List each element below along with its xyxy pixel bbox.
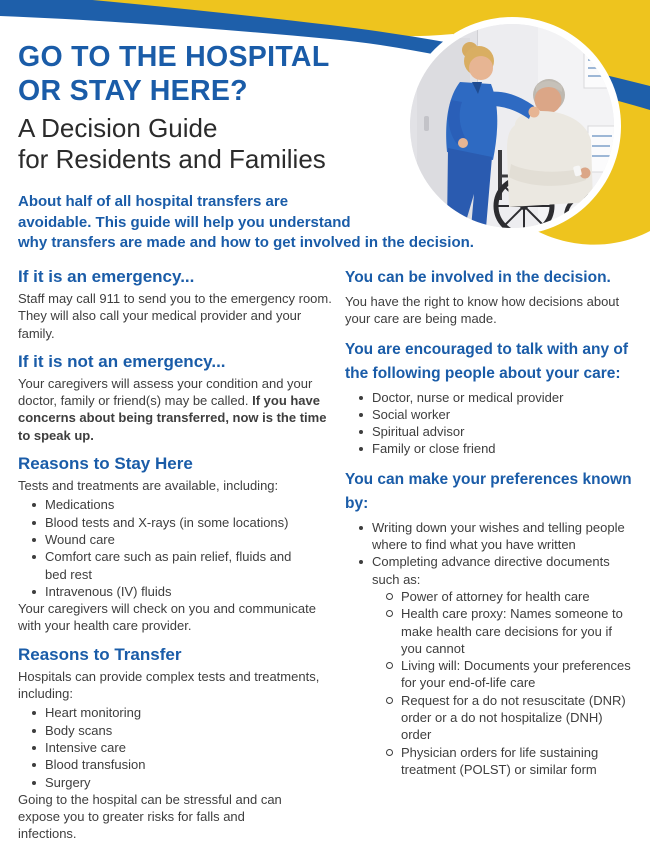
sub-list-item-text: Living will: Documents your preferences for your end-of-life care bbox=[401, 658, 631, 691]
bullet-circle-icon bbox=[386, 697, 393, 704]
list-item-text: Body scans bbox=[45, 722, 113, 738]
sub-list-item bbox=[372, 744, 643, 779]
not-emergency-bold-text: If you have concerns about being transferred, now is the time to speak up. bbox=[18, 393, 327, 443]
section-heading-not-emergency: If it is not an emergency... bbox=[18, 351, 226, 371]
list-item bbox=[18, 756, 334, 773]
intro-text bbox=[18, 192, 598, 254]
list-item bbox=[345, 423, 643, 440]
bullet-dot-icon bbox=[359, 447, 363, 451]
list-item-text: Completing advance directive documents such as: bbox=[372, 554, 610, 587]
bullet-circle-icon bbox=[386, 749, 393, 756]
list-item-text: Wound care bbox=[45, 531, 115, 547]
not-emergency-text: Your caregivers will assess your condition and your doctor, family or friend(s) may be called. bbox=[18, 375, 313, 409]
sub-list-item bbox=[372, 588, 643, 605]
list-item-text: Social worker bbox=[372, 406, 451, 422]
reasons-transfer-lead: Hospitals can provide complex tests and treatments, including: bbox=[18, 668, 320, 702]
page-subtitle-line-1: A Decision Guide bbox=[18, 113, 218, 143]
list-item bbox=[345, 389, 643, 406]
involved-body: You have the right to know how decisions about your care are being made. bbox=[345, 294, 620, 327]
bullet-dot-icon bbox=[32, 729, 36, 733]
bullet-circle-icon bbox=[386, 662, 393, 669]
list-item-text: Intensive care bbox=[45, 739, 126, 755]
list-item bbox=[345, 440, 643, 457]
list-item bbox=[345, 553, 643, 588]
list-item bbox=[345, 406, 643, 423]
list-item bbox=[18, 548, 334, 583]
bullet-dot-icon bbox=[359, 396, 363, 400]
page-title-line-1: GO TO THE HOSPITAL bbox=[18, 41, 330, 73]
bullet-dot-icon bbox=[359, 413, 363, 417]
list-item-text: Comfort care such as pain relief, fluids and bed rest bbox=[45, 549, 292, 582]
bullet-circle-icon bbox=[386, 593, 393, 600]
reasons-stay-outro: Your caregivers will check on you and communicate with your health care provider. bbox=[18, 601, 316, 634]
section-heading-encouraged: You are encouraged to talk with any of the following people about your care: bbox=[345, 340, 629, 382]
list-item bbox=[18, 704, 334, 721]
bullet-dot-icon bbox=[32, 503, 36, 507]
section-heading-preferences: You can make your preferences known by: bbox=[345, 470, 632, 512]
reasons-stay-lead: Tests and treatments are available, including: bbox=[18, 478, 279, 494]
intro-line-1: About half of all hospital transfers are bbox=[18, 193, 289, 210]
sub-list-item-text: Request for a do not resuscitate (DNR) order or a do not hospitalize (DNH) order bbox=[401, 692, 626, 743]
list-item-text: Blood tests and X-rays (in some locations) bbox=[45, 514, 289, 530]
bullet-dot-icon bbox=[32, 521, 36, 525]
intro-line-3: why transfers are made and how to get involved in the decision. bbox=[18, 234, 474, 251]
section-heading-involved: You can be involved in the decision. bbox=[345, 269, 611, 286]
right-column bbox=[345, 266, 643, 778]
reasons-transfer-outro: Going to the hospital can be stressful and can expose you to greater risks for falls and infections. bbox=[18, 791, 282, 841]
bullet-dot-icon bbox=[32, 538, 36, 542]
bullet-dot-icon bbox=[32, 590, 36, 594]
bullet-dot-icon bbox=[32, 555, 36, 559]
bullet-dot-icon bbox=[32, 781, 36, 785]
left-column bbox=[18, 266, 334, 841]
sub-list-item bbox=[372, 692, 643, 744]
sub-list-item-text: Physician orders for life sustaining treatment (POLST) or similar form bbox=[401, 744, 599, 777]
bullet-circle-icon bbox=[386, 610, 393, 617]
list-item-text: Intravenous (IV) fluids bbox=[45, 583, 172, 599]
bullet-dot-icon bbox=[359, 430, 363, 434]
bullet-dot-icon bbox=[32, 746, 36, 750]
bullet-dot-icon bbox=[32, 711, 36, 715]
section-heading-reasons-stay: Reasons to Stay Here bbox=[18, 454, 193, 474]
sub-list-item-text: Health care proxy: Names someone to make health care decisions for you if you cannot bbox=[401, 606, 623, 656]
list-item-text: Medications bbox=[45, 497, 115, 513]
page-title bbox=[18, 40, 330, 108]
sub-list-item bbox=[372, 657, 643, 692]
section-heading-reasons-transfer: Reasons to Transfer bbox=[18, 644, 182, 664]
list-item-text: Spiritual advisor bbox=[372, 424, 465, 440]
sub-list-item-text: Power of attorney for health care bbox=[401, 588, 590, 604]
list-item-text: Heart monitoring bbox=[45, 705, 142, 721]
section-heading-emergency: If it is an emergency... bbox=[18, 267, 195, 286]
list-item-text: Writing down your wishes and telling people where to find what you have written bbox=[372, 519, 625, 553]
page-subtitle bbox=[18, 113, 326, 175]
page-subtitle-line-2: for Residents and Families bbox=[18, 144, 326, 174]
list-item bbox=[18, 514, 334, 531]
list-item bbox=[18, 496, 334, 513]
list-item-text: Doctor, nurse or medical provider bbox=[372, 389, 564, 405]
list-item bbox=[345, 519, 643, 554]
list-item-text: Blood transfusion bbox=[45, 757, 146, 773]
list-item bbox=[18, 583, 334, 600]
list-item bbox=[18, 739, 334, 756]
bullet-dot-icon bbox=[359, 526, 363, 530]
section-body-not-emergency bbox=[18, 375, 334, 444]
sub-list-item bbox=[372, 605, 643, 657]
intro-line-2: avoidable. This guide will help you understand bbox=[18, 213, 351, 231]
list-item-text: Family or close friend bbox=[372, 441, 496, 457]
list-item bbox=[18, 531, 334, 548]
list-item bbox=[18, 774, 334, 791]
page-title-line-2: OR STAY HERE? bbox=[18, 75, 248, 107]
bullet-dot-icon bbox=[359, 560, 363, 564]
list-item bbox=[18, 722, 334, 739]
list-item-text: Surgery bbox=[45, 774, 91, 790]
bullet-dot-icon bbox=[32, 763, 36, 767]
section-body-emergency: Staff may call 911 to send you to the emergency room. They will also call your medical provider and your family. bbox=[18, 291, 332, 341]
